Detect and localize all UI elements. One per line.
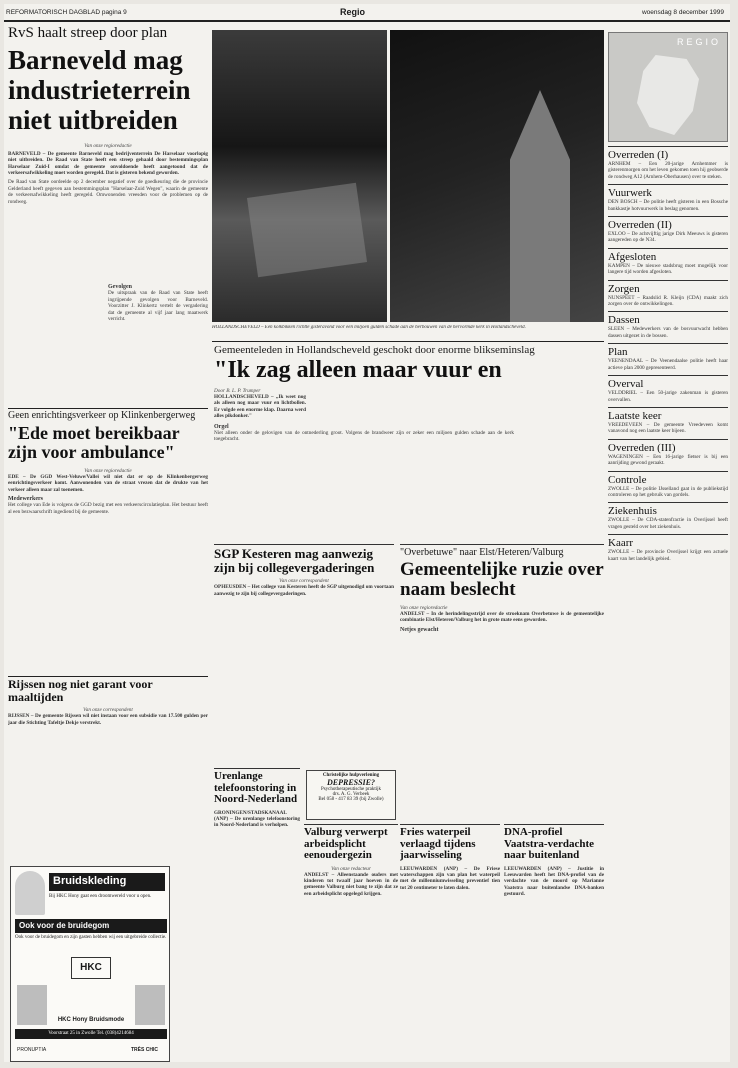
article-lead: OPHEUSDEN – Het college van Kesteren heeft de SGP uitgenodigd om voortaan aanwezig te zijn bij collegevergaderingen.	[214, 584, 394, 597]
regio-map-box	[608, 32, 728, 142]
article-body: Het college van Ede is volgens de GGD bezig met een verkeerscirculatieplan. Het bestuur heeft al een bezwaarschrift ingediend bij de gemeente.	[8, 502, 208, 515]
article-rijssen	[8, 678, 208, 764]
sidebar-item-head: Vuurwerk	[608, 184, 728, 199]
section-title: Regio	[340, 7, 366, 17]
ad-name: drs. A. G. Verbeek	[332, 792, 370, 797]
ad-logo: HKC	[71, 957, 111, 979]
rule	[8, 676, 208, 677]
sidebar-news-item	[608, 311, 728, 339]
article-headline: Barneveld mag industrieterrein niet uitbreiden	[8, 44, 191, 135]
article-fries-waterpeil	[400, 824, 500, 944]
article-headline: Fries waterpeil verlaagd tijdens jaarwisseling	[400, 826, 476, 862]
photo-church-tower	[390, 30, 604, 322]
sidebar-news-item	[608, 216, 728, 244]
article-kicker: RvS haalt streep door plan	[8, 26, 168, 41]
article-byline: Van onze redacteur	[331, 865, 371, 872]
sidebar-news-item	[608, 280, 728, 308]
photo-church-fire-left	[212, 30, 387, 322]
article-kicker: Gemeenteleden in Hollandscheveld geschokt door enorme blikseminslag	[214, 344, 535, 356]
article-body-2: De uitspraak van de Raad van State heeft ingrijpende gevolgen voor Barneveld. Voorzitter J. Klinkertz vertelt de vergadering dat de gemeente al vijf jaar lang maatwerk verricht.	[108, 290, 208, 323]
sidebar-news-list	[608, 146, 728, 566]
sidebar-item-text: SLEEN – Medewerkers van de bosvuurwacht hebben dassen uitgezet in de bossen.	[608, 326, 728, 339]
ad-title: Bruidskleding	[49, 873, 165, 891]
article-lead: RIJSSEN – De gemeente Rijssen wil niet instaan voor een subsidie van 17.500 gulden per jaar die Stichting Tafeltje Dekje verstrekt.	[8, 713, 208, 726]
ad-text-1: Bij HKC Hony gaat een droomwereld voor u open.	[49, 894, 152, 899]
sidebar-item-head: Laatste keer	[608, 407, 728, 422]
ad-depressie[interactable]	[306, 770, 396, 820]
ad-line: Psychotherapeutische praktijk	[320, 787, 382, 792]
article-lead: LEEUWARDEN (ANP) – De Friese waterschappen zijn van plan het waterpeil met de millenniumwisseling preventief tien tot 20 centimeter te laten dalen.	[400, 865, 500, 891]
sidebar-item-head: Zorgen	[608, 280, 728, 295]
netherlands-map-icon	[637, 55, 699, 135]
article-kicker: Geen enrichtingsverkeer op Klinkenbergerweg	[8, 410, 196, 421]
article-headline: "Ede moet bereikbaar zijn voor ambulance"	[8, 423, 180, 462]
article-lead: BARNEVELD – De gemeente Barneveld mag bedrijventerrein De Harselaar voorlopig niet uitbreiden. De Raad van State heeft een streep gehaald door bestemmingsplan Harselaar Zuid-I omdat de gemeente onvoldoende heeft aangetoond dat de verkeersafwikkeling moet worden geregeld. Dat is gisteren bekend geworden.	[8, 150, 208, 176]
article-headline: Gemeentelijke ruzie over naam beslecht	[400, 559, 604, 600]
article-lead: GRONINGEN/STADSKANAAL (ANP) – De urenlange telefoonstoring in Noord-Nederland is verholpen.	[214, 809, 300, 829]
ad-address: Voorstraat 25 in Zwolle Tel. (038)4214684	[15, 1029, 167, 1039]
photo-tower-shape	[510, 90, 570, 322]
article-headline: Rijssen nog niet garant voor maaltijden	[8, 678, 153, 704]
sidebar-item-text: KAMPEN – De nieuwe stadsbrug moet mogelijk voor langere tijd worden afgesloten.	[608, 262, 728, 276]
ad-groom-image	[17, 985, 47, 1025]
article-headline: Valburg verwerpt arbeidsplicht eenoudergezin	[304, 826, 388, 862]
sidebar-item-text: VREEDEVEEN – De gemeente Vreedeveen komt vanavond nog een laatste keer bijeen.	[608, 421, 728, 435]
article-body: De Raad van State oordeelde op 2 december negatief over de goedkeuring die de provincie Gelderland heeft gegeven aan bestemmingsplan "Harselaar-Zuid Wegen", waarin de gemeente de verkeersafwikkeling heeft geregeld. Omwonenden vreesden voor de problemen op de rondweg.	[8, 179, 208, 205]
article-headline: Urenlange telefoonstoring in Noord-Nederland	[214, 770, 298, 806]
sidebar-news-item	[608, 184, 728, 212]
sidebar-news-item	[608, 375, 728, 403]
article-subhead: Netjes gewacht	[400, 626, 439, 633]
sidebar-item-text: NUNSPEET – Raadslid R. Kleijn (CDA) maakt zich zorgen over de ontwikkelingen.	[608, 294, 728, 308]
sidebar-item-text: VELDDRIEL – Een 50-jarige zakenman is gisteren overvallen.	[608, 390, 728, 403]
article-headline: SGP Kesteren mag aanwezig zijn bij collegevergaderingen	[214, 546, 375, 575]
article-telefoonstoring	[214, 768, 300, 888]
sidebar-item-head: Dassen	[608, 311, 728, 326]
article-lead: ANDELST – Alleenstaande ouders met kinderen tot twaalf jaar hoeven in de gemeente Valburg niet bang te zijn dat ze een arbeidsplicht opgelegd krijgen.	[304, 871, 398, 897]
article-lead: LEEUWARDEN (ANP) – Justitie in Leeuwarden heeft het DNA-profiel van de verdachte van de moord op Marianne Vaatstra naar buitenlandse DNA-banken gestuurd.	[504, 865, 604, 898]
sidebar-item-head: Overval	[608, 375, 728, 390]
article-kicker: "Overbetuwe" naar Elst/Heteren/Valburg	[400, 547, 564, 558]
ad-subtitle: DEPRESSIE?	[326, 778, 376, 787]
sidebar-item-text: VEENENDAAL – De Veenendaalse politie heeft haar actieve plan 2000 gepresenteerd.	[608, 358, 728, 371]
article-dna-vaatstra	[504, 824, 604, 944]
article-hollandscheveld-body	[214, 388, 604, 518]
article-lead: HOLLANDSCHEVELD – „Ik weet nog als alleen nog maar vuur en lichtbollen. Er volgde een enorme klap. Daarna werd alles pikdonker."	[214, 394, 306, 420]
masthead-rule	[4, 20, 730, 22]
sidebar-item-text: DEN BOSCH – De politie heeft gisteren in een Bossche bankkastje hotvuurwerk in beslag genomen.	[608, 199, 728, 212]
sidebar-news-item	[608, 407, 728, 435]
article-body: Niet alleen onder de gelovigen van de ontnederling groot. Volgens de brandweer zijn er zeker een miljoen gulden schade aan de kerk toegebracht.	[214, 430, 514, 443]
article-lead: EDE – De GGD West-Veluwe/Vallei wil niet dat er op de Klinkenbergerweg eenrichtingsverkeer komt. Aanwonenden van de straat vrezen dat de drukte van het verkeer alleen maar zal toenemen.	[8, 473, 208, 493]
photo-caption: HOLLANDSCHEVELD – Een kolkbikken richtte gisteravond voor een miljoen gulden schade aan de herbouwen van de hervormde kerk in Hollandscheveld.	[212, 325, 526, 330]
ad-brand-1: PRONUPTIA	[17, 1047, 47, 1053]
ad-subtitle: Ook voor de bruidegom	[15, 919, 167, 933]
sidebar-item-head: Afgesloten	[608, 248, 728, 263]
sidebar-item-text: EXLOO – De achtvijftig jarige Dirk Meeuws is gisteren aangereden op de N34.	[608, 231, 728, 244]
article-byline: Van onze correspondent	[83, 707, 133, 714]
article-lead: ANDELST – In de herindelingsstrijd over de stroeknam Overbetuwe is de gemeentelijke combinatie Elst/Heteren/Valburg het in grote mate eens geworden.	[400, 610, 604, 624]
article-byline: Van onze regioredactie	[84, 467, 132, 474]
sidebar-item-head: Overreden (II)	[608, 216, 728, 231]
sidebar-item-text: ZWOLLE – De politie IJsselland gaat in de publiekstijd controleren op het gebruik van gordels.	[608, 485, 728, 498]
ad-bruidskleding[interactable]	[10, 866, 170, 1062]
ad-couple-image	[135, 985, 165, 1025]
ad-title: Christelijke hulpverlening	[322, 773, 380, 778]
sidebar-item-head: Overreden (III)	[608, 439, 728, 454]
article-overbetuwe	[400, 544, 604, 664]
date-label: woensdag 8 december 1999	[641, 9, 724, 16]
regio-title: REGIO	[676, 37, 721, 47]
article-byline: Van onze correspondent	[279, 578, 329, 585]
sidebar-news-item	[608, 471, 728, 499]
ad-phone: Bel 058 - 417 83 39 (bij Zwolle)	[318, 797, 384, 802]
article-headline: DNA-profiel Vaatstra-verdachte naar buitenland	[504, 826, 595, 862]
sidebar-item-head: Controle	[608, 471, 728, 486]
sidebar-news-item	[608, 439, 728, 467]
ad-shop-name: HKC Hony Bruidsmode	[57, 1017, 125, 1023]
article-valburg	[304, 824, 398, 944]
article-headline: "Ik zag alleen maar vuur en	[214, 357, 502, 383]
article-hollandscheveld-header	[214, 344, 604, 384]
ad-text-2: Ook voor de bruidegom en zijn gasten hebben wij een uitgebreide collectie.	[15, 935, 167, 940]
article-subhead: Medewerkers	[8, 496, 43, 502]
photo-rubble	[247, 183, 367, 278]
sidebar-news-item	[608, 343, 728, 371]
rule	[8, 408, 208, 409]
sidebar-item-text: ZWOLLE – De CDA-statenfractie in Overijssel heeft vragen gesteld over het ziekenhuis.	[608, 517, 728, 530]
article-byline: Van onze regioredactie	[400, 604, 448, 611]
rule	[212, 341, 604, 342]
article-subhead: Gevolgen	[108, 284, 132, 290]
article-ede	[8, 410, 208, 546]
sidebar-news-item	[608, 146, 728, 180]
article-byline: Door B. L. P. Trumper	[214, 388, 261, 394]
sidebar-item-head: Plan	[608, 343, 728, 358]
ad-brand-2: TRÈS CHIC	[131, 1047, 158, 1053]
sidebar-news-item	[608, 248, 728, 276]
sidebar-item-head: Ziekenhuis	[608, 502, 728, 517]
article-byline: Van onze regioredactie	[84, 142, 132, 149]
article-subhead: Orgel	[214, 423, 229, 430]
sidebar-item-text: ZWOLLE – De provincie Overijssel krijgt een actuele kaart van het landelijk gebied.	[608, 549, 728, 562]
paper-page-label: REFORMATORISCH DAGBLAD pagina 9	[6, 9, 127, 16]
newspaper-page	[4, 4, 730, 1062]
ad-bride-image	[15, 871, 45, 915]
sidebar-item-head: Kaarr	[608, 534, 728, 549]
article-barneveld-col2	[108, 174, 208, 404]
sidebar-item-text: WAGENINGEN – Een 16-jarige fietser is bij een aanrijding gewond geraakt.	[608, 453, 728, 467]
sidebar-item-text: ARNHEM – Een 20-jarige Arnhemmer is gisterenmorgen om het leven gekomen toen hij geobserde de rondweg A12 (Arnhem-Oberhausen) over te steken.	[608, 161, 728, 180]
sidebar-news-item	[608, 534, 728, 562]
sidebar-item-head: Overreden (I)	[608, 146, 728, 161]
article-sgp	[214, 544, 394, 664]
masthead	[4, 7, 730, 19]
sidebar-news-item	[608, 502, 728, 530]
regio-sidebar	[608, 32, 728, 1058]
